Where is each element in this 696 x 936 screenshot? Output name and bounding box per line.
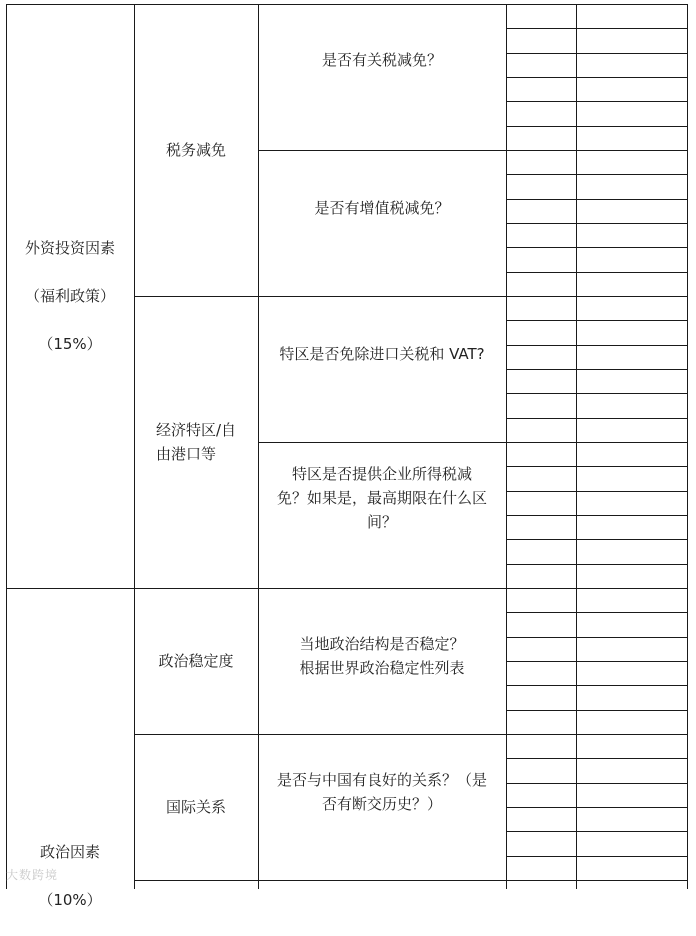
grid-line-vertical bbox=[687, 4, 688, 889]
watermark-text: 大数跨境 bbox=[6, 868, 59, 882]
question-cell bbox=[258, 588, 506, 734]
grid-line-horizontal bbox=[506, 466, 687, 467]
subgroup-label: 国际关系 bbox=[165, 798, 226, 816]
subgroup-cell-economic-zone bbox=[134, 296, 258, 588]
grid-line-horizontal bbox=[506, 418, 687, 419]
grid-line-horizontal bbox=[506, 661, 687, 662]
grid-line-horizontal bbox=[506, 783, 687, 784]
grid-line-horizontal bbox=[506, 442, 687, 443]
question-cell bbox=[258, 296, 506, 442]
grid-line-horizontal bbox=[506, 491, 687, 492]
grid-line-horizontal bbox=[506, 296, 687, 297]
grid-line-horizontal bbox=[506, 320, 687, 321]
question-text: 特区是否免除进口关税和 VAT? bbox=[279, 345, 485, 363]
grid-line-horizontal bbox=[506, 150, 687, 151]
subgroup-cell-tax-relief bbox=[134, 4, 258, 296]
grid-line-horizontal bbox=[506, 393, 687, 394]
question-text: 当地政治结构是否稳定？ 根据世界政治稳定性列表 bbox=[299, 635, 465, 677]
group-line: 外资投资因素 bbox=[24, 239, 115, 257]
grid-line-horizontal bbox=[506, 53, 687, 54]
grid-line-horizontal bbox=[506, 564, 687, 565]
question-cell bbox=[258, 4, 506, 150]
grid-line-vertical bbox=[134, 4, 135, 889]
grid-line-horizontal bbox=[506, 515, 687, 516]
grid-line-horizontal bbox=[6, 4, 687, 5]
group-line: （10%） bbox=[38, 891, 102, 909]
question-cell bbox=[258, 734, 506, 880]
subgroup-label: 政治稳定度 bbox=[158, 652, 234, 670]
group-line: 政治因素 bbox=[39, 843, 100, 861]
group-line: （15%） bbox=[38, 335, 102, 353]
subgroup-label: 税务减免 bbox=[165, 141, 226, 159]
grid-line-horizontal bbox=[506, 272, 687, 273]
grid-line-vertical bbox=[576, 4, 577, 889]
grid-line-horizontal bbox=[506, 345, 687, 346]
grid-line-horizontal bbox=[506, 807, 687, 808]
grid-line-horizontal bbox=[506, 710, 687, 711]
grid-line-horizontal bbox=[506, 199, 687, 200]
question-text: 特区是否提供企业所得税减 免？如果是，最高期限在什么区 间？ bbox=[276, 465, 487, 531]
grid-line-horizontal bbox=[506, 223, 687, 224]
grid-line-horizontal bbox=[506, 28, 687, 29]
grid-line-vertical bbox=[258, 4, 259, 889]
grid-line-vertical bbox=[506, 4, 507, 889]
grid-line-horizontal bbox=[506, 734, 687, 735]
grid-line-horizontal bbox=[506, 174, 687, 175]
grid-line-horizontal bbox=[506, 856, 687, 857]
grid-line-horizontal bbox=[506, 758, 687, 759]
question-text: 是否有增值税减免？ bbox=[314, 199, 450, 217]
grid-line-horizontal bbox=[506, 126, 687, 127]
grid-line-horizontal bbox=[506, 685, 687, 686]
question-text: 是否与中国有良好的关系？（是 否有断交历史？） bbox=[276, 771, 487, 813]
question-text: 是否有关税减免？ bbox=[321, 51, 442, 69]
grid-line-horizontal bbox=[506, 77, 687, 78]
question-cell bbox=[258, 150, 506, 296]
group-cell-political bbox=[6, 588, 134, 909]
grid-line-horizontal bbox=[506, 612, 687, 613]
grid-line-horizontal bbox=[506, 880, 687, 881]
grid-line-vertical bbox=[6, 4, 7, 889]
watermark bbox=[6, 866, 58, 883]
group-cell-foreign-investment bbox=[6, 4, 134, 588]
grid-line-horizontal bbox=[506, 831, 687, 832]
subgroup-label: 经济特区/自 由港口等 bbox=[155, 421, 237, 463]
question-cell bbox=[258, 442, 506, 588]
grid-line-horizontal bbox=[506, 588, 687, 589]
grid-line-horizontal bbox=[506, 539, 687, 540]
grid-line-horizontal bbox=[506, 369, 687, 370]
group-line: （福利政策） bbox=[24, 287, 115, 305]
subgroup-cell-international-relations bbox=[134, 734, 258, 880]
grid-line-horizontal bbox=[506, 101, 687, 102]
subgroup-cell-political-stability bbox=[134, 588, 258, 734]
grid-line-horizontal bbox=[506, 637, 687, 638]
grid-line-horizontal bbox=[506, 247, 687, 248]
